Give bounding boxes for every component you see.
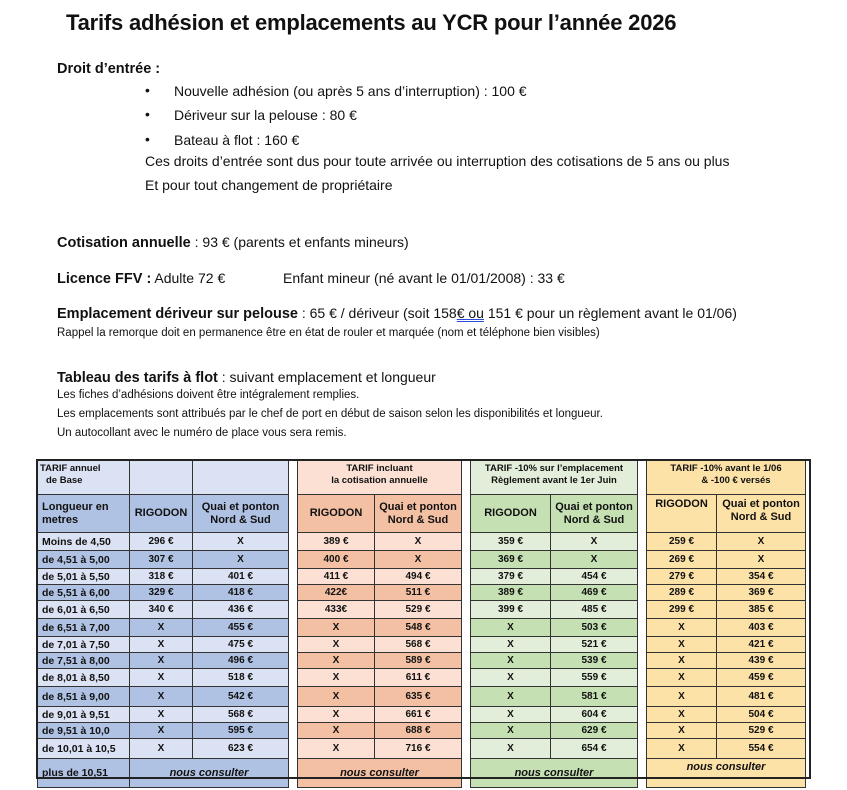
header-tarif-reduc10-100	[647, 461, 806, 495]
cell-rigodon: 269 €	[647, 551, 717, 569]
cell-rigodon: X	[298, 739, 375, 759]
cell-quai: 369 €	[717, 585, 806, 601]
cell-rigodon: X	[647, 739, 717, 759]
gap	[462, 533, 471, 551]
gap	[289, 669, 298, 687]
cell-nous-consulter: nous consulter	[130, 759, 289, 788]
cell-quai: 548 €	[375, 619, 462, 637]
droit-entree-item: Bateau à flot : 160 €	[174, 132, 300, 148]
gap	[462, 723, 471, 739]
gap	[289, 637, 298, 653]
table-row	[38, 739, 806, 759]
cell-longueur: de 8,01 à 8,50	[38, 669, 130, 687]
cell-quai: X	[717, 533, 806, 551]
table-row	[38, 687, 806, 707]
cell-longueur: de 5,51 à 6,00	[38, 585, 130, 601]
header-line: TARIF -10% avant le 1/06	[670, 463, 782, 474]
cell-rigodon: X	[647, 669, 717, 687]
gap	[289, 533, 298, 551]
gap	[638, 569, 647, 585]
gap	[638, 759, 647, 788]
header-line: Nord & Sud	[210, 513, 271, 526]
rappel-remorque: Rappel la remorque doit en permanence être en état de rouler et marquée (nom et téléphone bien visibles)	[57, 327, 600, 339]
cell-rigodon: X	[298, 637, 375, 653]
cell-rigodon: 379 €	[471, 569, 551, 585]
cell-quai: 661 €	[375, 707, 462, 723]
header-line: TARIF incluant	[346, 463, 413, 474]
header-empty	[193, 461, 289, 495]
licence-label: Licence FFV :	[57, 271, 152, 287]
col-rigodon: RIGODON	[130, 495, 193, 533]
cell-rigodon: X	[471, 687, 551, 707]
tableau-flot-value: : suivant emplacement et longueur	[217, 369, 436, 385]
col-quai	[375, 495, 462, 533]
cell-rigodon: 433€	[298, 601, 375, 619]
emplacement-deriveur-value-b: 151 € pour un règlement avant le 01/06)	[483, 305, 737, 321]
cell-longueur: de 4,51 à 5,00	[38, 551, 130, 569]
emplacement-deriveur-line	[57, 305, 737, 322]
cell-longueur: de 9,01 à 9,51	[38, 707, 130, 723]
table-row	[38, 601, 806, 619]
col-rigodon: RIGODON	[298, 495, 375, 533]
gap	[289, 461, 298, 495]
gap	[462, 585, 471, 601]
header-line: Quai et ponton	[201, 500, 280, 513]
cell-nous-consulter: nous consulter	[647, 759, 806, 788]
cell-longueur: de 7,01 à 7,50	[38, 637, 130, 653]
cell-quai: 568 €	[375, 637, 462, 653]
cell-rigodon: X	[298, 619, 375, 637]
cell-rigodon: X	[471, 653, 551, 669]
gap	[462, 461, 471, 495]
cell-rigodon: X	[298, 707, 375, 723]
cell-quai: 454 €	[551, 569, 638, 585]
cell-longueur: plus de 10,51	[38, 759, 130, 788]
cell-quai: 469 €	[551, 585, 638, 601]
gap	[462, 551, 471, 569]
cell-quai: 494 €	[375, 569, 462, 585]
gap	[462, 707, 471, 723]
cell-quai: 485 €	[551, 601, 638, 619]
gap	[462, 637, 471, 653]
tableau-note: Un autocollant avec le numéro de place vous sera remis.	[57, 427, 347, 439]
gap	[638, 495, 647, 533]
droit-entree-heading: Droit d’entrée :	[57, 61, 161, 77]
gap	[462, 619, 471, 637]
gap	[289, 707, 298, 723]
bullet-icon: •	[145, 131, 150, 147]
header-tarif-reduc10	[471, 461, 638, 495]
cotisation-label: Cotisation annuelle	[57, 235, 191, 251]
table-row	[38, 653, 806, 669]
header-line: Nord & Sud	[563, 513, 625, 526]
cell-longueur: de 6,51 à 7,00	[38, 619, 130, 637]
cell-rigodon: X	[130, 653, 193, 669]
col-rigodon: RIGODON	[647, 495, 717, 533]
gap	[638, 619, 647, 637]
licence-enfant: Enfant mineur (né avant le 01/01/2008) : 33 €	[283, 270, 565, 286]
cell-rigodon: X	[130, 619, 193, 637]
tableau-flot-line	[57, 369, 436, 386]
cell-rigodon: 399 €	[471, 601, 551, 619]
droit-entree-item: Nouvelle adhésion (ou après 5 ans d’interruption) : 100 €	[174, 83, 527, 99]
gap	[289, 551, 298, 569]
cell-quai: 475 €	[193, 637, 289, 653]
cell-quai: 539 €	[551, 653, 638, 669]
header-line: TARIF annuel	[40, 463, 101, 474]
header-line: metres	[42, 513, 79, 526]
cell-quai: 518 €	[193, 669, 289, 687]
cell-longueur: Moins de 4,50	[38, 533, 130, 551]
gap	[289, 495, 298, 533]
cell-longueur: de 6,01 à 6,50	[38, 601, 130, 619]
cell-quai: 436 €	[193, 601, 289, 619]
col-quai	[717, 495, 806, 533]
header-tarif-base	[38, 461, 130, 495]
gap	[462, 495, 471, 533]
cotisation-value: : 93 € (parents et enfants mineurs)	[190, 234, 409, 250]
cell-rigodon: X	[471, 707, 551, 723]
gap	[289, 569, 298, 585]
cell-quai: X	[193, 551, 289, 569]
bullet-icon: •	[145, 82, 150, 98]
table-row	[38, 723, 806, 739]
cell-rigodon: X	[647, 619, 717, 637]
col-longueur	[38, 495, 130, 533]
cell-nous-consulter: nous consulter	[298, 759, 462, 788]
cell-rigodon: X	[298, 687, 375, 707]
header-line: TARIF -10% sur l’emplacement	[484, 463, 624, 474]
gap	[638, 669, 647, 687]
gap	[638, 551, 647, 569]
cell-quai: 511 €	[375, 585, 462, 601]
cell-quai: 401 €	[193, 569, 289, 585]
cell-quai: 455 €	[193, 619, 289, 637]
gap	[638, 461, 647, 495]
cell-rigodon: 329 €	[130, 585, 193, 601]
cell-quai: 559 €	[551, 669, 638, 687]
cell-quai: 504 €	[717, 707, 806, 723]
cell-quai: 403 €	[717, 619, 806, 637]
gap	[462, 569, 471, 585]
table-row	[38, 669, 806, 687]
cell-quai: 604 €	[551, 707, 638, 723]
cell-rigodon: 389 €	[471, 585, 551, 601]
cell-quai: 418 €	[193, 585, 289, 601]
cell-rigodon: X	[130, 687, 193, 707]
emplacement-deriveur-label: Emplacement dériveur sur pelouse	[57, 306, 298, 322]
table-row	[38, 551, 806, 569]
cell-quai: X	[375, 551, 462, 569]
cell-quai: 611 €	[375, 669, 462, 687]
cell-rigodon: X	[471, 637, 551, 653]
header-line: Quai et ponton	[555, 500, 633, 513]
cell-rigodon: X	[471, 669, 551, 687]
table-row-consult	[38, 759, 806, 788]
cell-quai: 688 €	[375, 723, 462, 739]
cell-rigodon: X	[471, 739, 551, 759]
cell-longueur: de 5,01 à 5,50	[38, 569, 130, 585]
header-tarif-cotisation	[298, 461, 462, 495]
cell-rigodon: X	[130, 637, 193, 653]
cell-quai: 503 €	[551, 619, 638, 637]
droit-entree-item: Dériveur sur la pelouse : 80 €	[174, 107, 357, 123]
table-row	[38, 619, 806, 637]
gap	[289, 585, 298, 601]
cell-quai: 439 €	[717, 653, 806, 669]
group-header-row	[38, 461, 806, 495]
header-line: Règlement avant le 1er Juin	[491, 475, 617, 486]
gap	[462, 669, 471, 687]
gap	[462, 601, 471, 619]
gap	[289, 601, 298, 619]
cell-rigodon: X	[298, 723, 375, 739]
cell-quai: 529 €	[717, 723, 806, 739]
cell-rigodon: X	[130, 669, 193, 687]
cell-rigodon: 279 €	[647, 569, 717, 585]
cell-rigodon: 307 €	[130, 551, 193, 569]
gap	[638, 653, 647, 669]
gap	[638, 637, 647, 653]
cell-rigodon: 369 €	[471, 551, 551, 569]
cell-rigodon: X	[130, 707, 193, 723]
tableau-note: Les emplacements sont attribués par le chef de port en début de saison selon les disponibilités et longueur.	[57, 408, 603, 420]
cell-quai: 421 €	[717, 637, 806, 653]
cell-quai: 354 €	[717, 569, 806, 585]
gap	[289, 723, 298, 739]
cell-quai: 529 €	[375, 601, 462, 619]
cell-rigodon: 400 €	[298, 551, 375, 569]
cell-quai: X	[193, 533, 289, 551]
header-line: la cotisation annuelle	[331, 475, 428, 486]
cell-rigodon: X	[647, 653, 717, 669]
droit-entree-note: Ces droits d’entrée sont dus pour toute arrivée ou interruption des cotisations de 5 ans ou plus	[145, 153, 730, 169]
gap	[638, 533, 647, 551]
cell-rigodon: X	[647, 687, 717, 707]
table-row	[38, 585, 806, 601]
cell-rigodon: X	[130, 739, 193, 759]
gap	[289, 759, 298, 788]
header-line: & -100 € versés	[701, 475, 771, 486]
cell-quai: X	[717, 551, 806, 569]
cell-rigodon: X	[298, 669, 375, 687]
tableau-flot-label: Tableau des tarifs à flot	[57, 370, 218, 386]
cell-quai: 581 €	[551, 687, 638, 707]
cell-nous-consulter: nous consulter	[471, 759, 638, 788]
tarifs-table	[37, 460, 806, 788]
cell-quai: 459 €	[717, 669, 806, 687]
licence-adulte: Adulte 72 €	[151, 270, 226, 286]
cell-rigodon: 389 €	[298, 533, 375, 551]
gap	[289, 739, 298, 759]
cell-rigodon: X	[647, 723, 717, 739]
cotisation-line	[57, 234, 409, 251]
cell-quai: X	[375, 533, 462, 551]
header-line: Longueur en	[42, 500, 109, 513]
cell-quai: 623 €	[193, 739, 289, 759]
cell-rigodon: X	[130, 723, 193, 739]
col-rigodon: RIGODON	[471, 495, 551, 533]
gap	[462, 687, 471, 707]
cell-quai: 554 €	[717, 739, 806, 759]
header-line: Quai et ponton	[722, 498, 800, 510]
gap	[638, 739, 647, 759]
cell-quai: X	[551, 551, 638, 569]
cell-longueur: de 10,01 à 10,5	[38, 739, 130, 759]
cell-longueur: de 9,51 à 10,0	[38, 723, 130, 739]
emplacement-deriveur-underlined: € ou	[456, 305, 484, 321]
emplacement-deriveur-value: : 65 € / dériveur (soit 158	[297, 305, 457, 321]
cell-quai: 635 €	[375, 687, 462, 707]
cell-rigodon: 289 €	[647, 585, 717, 601]
table-row	[38, 533, 806, 551]
cell-quai: 496 €	[193, 653, 289, 669]
header-line: Quai et ponton	[379, 500, 457, 513]
page-title: Tarifs adhésion et emplacements au YCR pour l’année 2026	[66, 10, 677, 35]
cell-quai: 654 €	[551, 739, 638, 759]
cell-rigodon: X	[471, 723, 551, 739]
table-row	[38, 707, 806, 723]
cell-rigodon: 340 €	[130, 601, 193, 619]
header-empty	[130, 461, 193, 495]
cell-rigodon: X	[647, 637, 717, 653]
col-quai	[193, 495, 289, 533]
table-row	[38, 569, 806, 585]
licence-line	[57, 270, 225, 287]
cell-rigodon: 299 €	[647, 601, 717, 619]
bullet-icon: •	[145, 106, 150, 122]
cell-quai: 716 €	[375, 739, 462, 759]
cell-rigodon: X	[647, 707, 717, 723]
gap	[462, 739, 471, 759]
cell-quai: 521 €	[551, 637, 638, 653]
gap	[462, 759, 471, 788]
gap	[638, 723, 647, 739]
col-quai	[551, 495, 638, 533]
column-header-row	[38, 495, 806, 533]
cell-rigodon: 359 €	[471, 533, 551, 551]
cell-rigodon: 422€	[298, 585, 375, 601]
gap	[462, 653, 471, 669]
header-line: Nord & Sud	[387, 513, 449, 526]
cell-rigodon: 296 €	[130, 533, 193, 551]
cell-quai: 568 €	[193, 707, 289, 723]
gap	[638, 585, 647, 601]
cell-quai: 595 €	[193, 723, 289, 739]
cell-longueur: de 7,51 à 8,00	[38, 653, 130, 669]
gap	[638, 687, 647, 707]
gap	[289, 619, 298, 637]
gap	[638, 601, 647, 619]
cell-longueur: de 8,51 à 9,00	[38, 687, 130, 707]
header-line: Nord & Sud	[730, 511, 792, 523]
cell-quai: X	[551, 533, 638, 551]
cell-quai: 385 €	[717, 601, 806, 619]
gap	[289, 687, 298, 707]
cell-rigodon: 411 €	[298, 569, 375, 585]
droit-entree-note: Et pour tout changement de propriétaire	[145, 177, 393, 193]
cell-rigodon: X	[298, 653, 375, 669]
tableau-note: Les fiches d’adhésions doivent être intégralement remplies.	[57, 389, 360, 401]
cell-quai: 481 €	[717, 687, 806, 707]
cell-rigodon: X	[471, 619, 551, 637]
cell-rigodon: 318 €	[130, 569, 193, 585]
header-line: de Base	[46, 475, 83, 486]
cell-quai: 589 €	[375, 653, 462, 669]
gap	[289, 653, 298, 669]
cell-quai: 542 €	[193, 687, 289, 707]
table-row	[38, 637, 806, 653]
cell-quai: 629 €	[551, 723, 638, 739]
gap	[638, 707, 647, 723]
cell-rigodon: 259 €	[647, 533, 717, 551]
